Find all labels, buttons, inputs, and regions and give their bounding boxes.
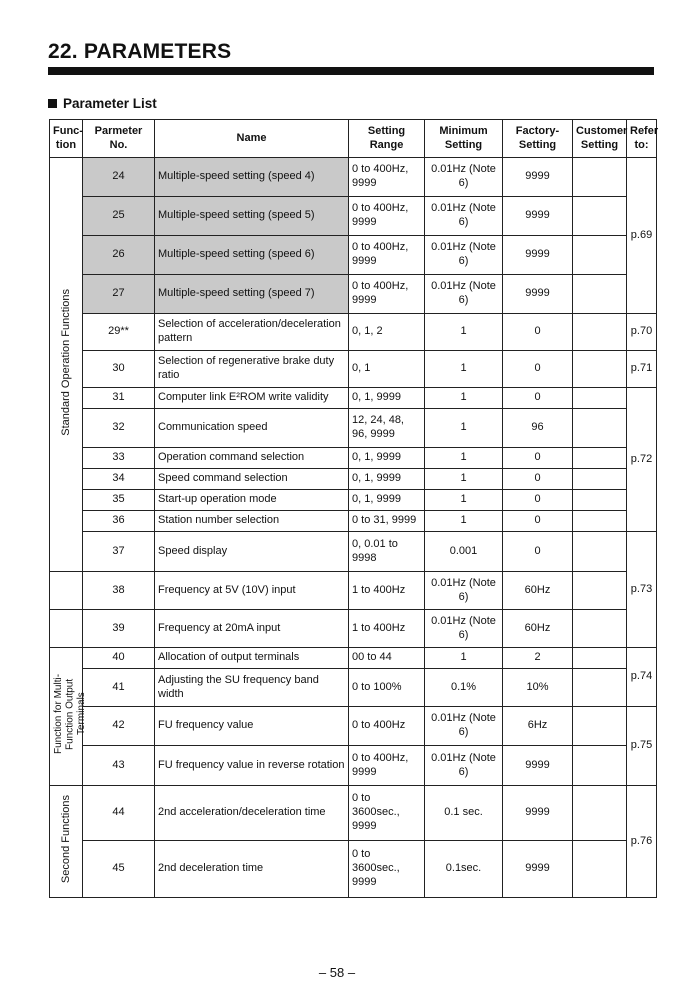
table-row [50, 669, 657, 707]
param-name: 2nd deceleration time [155, 841, 349, 898]
header-parameter-no: Parmeter No. [83, 120, 155, 158]
param-factory: 60Hz [503, 572, 573, 610]
param-min: 1 [425, 409, 503, 448]
param-min: 0.01Hz (Note 6) [425, 197, 503, 236]
param-range: 0 to 3600sec., 9999 [349, 786, 425, 841]
header-name: Name [155, 120, 349, 158]
group-label: Function for Multi-Function Output Terminals [53, 674, 87, 755]
param-factory: 0 [503, 511, 573, 532]
param-min: 0.01Hz (Note 6) [425, 236, 503, 275]
param-factory: 2 [503, 648, 573, 669]
param-no: 40 [83, 648, 155, 669]
param-no: 31 [83, 388, 155, 409]
param-min: 1 [425, 490, 503, 511]
param-range: 0 to 400Hz, 9999 [349, 275, 425, 314]
param-factory: 9999 [503, 786, 573, 841]
group-empty-cell [50, 610, 83, 648]
param-name: Start-up operation mode [155, 490, 349, 511]
param-min: 0.001 [425, 532, 503, 572]
param-min: 1 [425, 351, 503, 388]
param-customer [573, 469, 627, 490]
param-factory: 0 [503, 532, 573, 572]
param-factory: 9999 [503, 841, 573, 898]
param-customer [573, 572, 627, 610]
table-row [50, 648, 657, 669]
param-factory: 9999 [503, 158, 573, 197]
square-bullet-icon [48, 99, 57, 108]
group-second-functions [50, 786, 83, 898]
param-range: 0 to 400Hz, 9999 [349, 746, 425, 786]
param-min: 1 [425, 469, 503, 490]
param-customer [573, 490, 627, 511]
param-no: 39 [83, 610, 155, 648]
param-customer [573, 511, 627, 532]
param-name: Adjusting the SU frequency band width [155, 669, 349, 707]
param-range: 0, 1, 2 [349, 314, 425, 351]
param-factory: 9999 [503, 236, 573, 275]
table-row [50, 572, 657, 610]
table-row [50, 786, 657, 841]
group-multi-function-output [50, 648, 87, 786]
param-factory: 10% [503, 669, 573, 707]
param-customer [573, 448, 627, 469]
param-no: 35 [83, 490, 155, 511]
header-factory-setting: Factory-Setting [503, 120, 573, 158]
param-min: 0.01Hz (Note 6) [425, 707, 503, 746]
param-customer [573, 532, 627, 572]
param-no: 27 [83, 275, 155, 314]
param-range: 0, 1 [349, 351, 425, 388]
header-refer-to: Refer to: [627, 120, 657, 158]
param-no: 33 [83, 448, 155, 469]
header-customer-setting: Customer Setting [573, 120, 627, 158]
param-range: 00 to 44 [349, 648, 425, 669]
param-no: 41 [83, 669, 155, 707]
param-min: 0.1 sec. [425, 786, 503, 841]
param-no: 26 [83, 236, 155, 275]
param-name: Multiple-speed setting (speed 6) [155, 236, 349, 275]
param-range: 0, 1, 9999 [349, 388, 425, 409]
param-min: 1 [425, 511, 503, 532]
refer-cell: p.70 [627, 314, 657, 351]
param-min: 0.01Hz (Note 6) [425, 746, 503, 786]
header-function: Func-tion [50, 120, 83, 158]
param-name: Computer link E²ROM write validity [155, 388, 349, 409]
param-factory: 0 [503, 351, 573, 388]
param-no: 24 [83, 158, 155, 197]
param-factory: 9999 [503, 275, 573, 314]
refer-cell: p.73 [627, 532, 657, 648]
param-range: 0 to 3600sec., 9999 [349, 841, 425, 898]
param-name: Selection of acceleration/deceleration pattern [155, 314, 349, 351]
table-row [50, 275, 657, 314]
param-name: FU frequency value [155, 707, 349, 746]
group-label: Standard Operation Functions [59, 288, 72, 436]
table-row [50, 490, 657, 511]
table-row [50, 388, 657, 409]
header-minimum-setting: Minimum Setting [425, 120, 503, 158]
param-factory: 9999 [503, 746, 573, 786]
param-customer [573, 841, 627, 898]
param-no: 42 [83, 707, 155, 746]
table-row [50, 314, 657, 351]
param-customer [573, 707, 627, 746]
refer-cell: p.74 [627, 648, 657, 707]
table-row [50, 841, 657, 898]
param-range: 0 to 100% [349, 669, 425, 707]
refer-cell: p.71 [627, 351, 657, 388]
param-name: Selection of regenerative brake duty ratio [155, 351, 349, 388]
param-customer [573, 197, 627, 236]
param-factory: 0 [503, 448, 573, 469]
group-label: Second Functions [59, 795, 72, 884]
param-min: 0.1% [425, 669, 503, 707]
page-number: – 58 – [318, 965, 356, 980]
refer-cell: p.72 [627, 388, 657, 532]
param-customer [573, 669, 627, 707]
table-row [50, 707, 657, 746]
refer-cell: p.76 [627, 786, 657, 898]
param-customer [573, 610, 627, 648]
table-row [50, 746, 657, 786]
table-row [50, 197, 657, 236]
table-row [50, 351, 657, 388]
param-customer [573, 786, 627, 841]
param-min: 1 [425, 314, 503, 351]
param-range: 0, 0.01 to 9998 [349, 532, 425, 572]
param-factory: 0 [503, 388, 573, 409]
param-customer [573, 409, 627, 448]
param-range: 0, 1, 9999 [349, 490, 425, 511]
param-no: 38 [83, 572, 155, 610]
table-row [50, 532, 657, 572]
param-name: Frequency at 20mA input [155, 610, 349, 648]
param-name: Multiple-speed setting (speed 5) [155, 197, 349, 236]
table-row [50, 448, 657, 469]
param-name: Allocation of output terminals [155, 648, 349, 669]
param-no: 43 [83, 746, 155, 786]
param-min: 1 [425, 388, 503, 409]
param-no: 32 [83, 409, 155, 448]
param-customer [573, 275, 627, 314]
param-factory: 96 [503, 409, 573, 448]
param-min: 0.1sec. [425, 841, 503, 898]
param-min: 0.01Hz (Note 6) [425, 610, 503, 648]
param-factory: 0 [503, 469, 573, 490]
page-title: 22. PARAMETERS [48, 40, 232, 63]
param-factory: 60Hz [503, 610, 573, 648]
param-range: 0 to 400Hz, 9999 [349, 236, 425, 275]
table-row [50, 469, 657, 490]
param-customer [573, 648, 627, 669]
param-min: 0.01Hz (Note 6) [425, 572, 503, 610]
param-range: 0 to 400Hz, 9999 [349, 197, 425, 236]
param-min: 1 [425, 648, 503, 669]
refer-cell: p.69 [627, 158, 657, 314]
param-customer [573, 314, 627, 351]
param-range: 1 to 400Hz [349, 572, 425, 610]
table-row [50, 409, 657, 448]
param-range: 0, 1, 9999 [349, 469, 425, 490]
group-empty-cell [50, 572, 83, 610]
param-name: Station number selection [155, 511, 349, 532]
table-row [50, 158, 657, 197]
table-row [50, 511, 657, 532]
param-customer [573, 351, 627, 388]
param-customer [573, 236, 627, 275]
section-heading-text: Parameter List [63, 96, 157, 111]
param-name: Speed display [155, 532, 349, 572]
param-range: 0 to 400Hz [349, 707, 425, 746]
param-name: FU frequency value in reverse rotation [155, 746, 349, 786]
param-factory: 9999 [503, 197, 573, 236]
param-range: 12, 24, 48, 96, 9999 [349, 409, 425, 448]
param-range: 0, 1, 9999 [349, 448, 425, 469]
param-min: 1 [425, 448, 503, 469]
param-customer [573, 746, 627, 786]
param-no: 44 [83, 786, 155, 841]
param-factory: 0 [503, 314, 573, 351]
param-no: 37 [83, 532, 155, 572]
refer-cell: p.75 [627, 707, 657, 786]
param-name: Communication speed [155, 409, 349, 448]
param-no: 30 [83, 351, 155, 388]
param-min: 0.01Hz (Note 6) [425, 275, 503, 314]
param-customer [573, 158, 627, 197]
section-heading [48, 96, 157, 111]
param-no: 36 [83, 511, 155, 532]
param-name: Frequency at 5V (10V) input [155, 572, 349, 610]
group-standard-operation [50, 158, 83, 572]
param-name: Multiple-speed setting (speed 7) [155, 275, 349, 314]
param-no: 29** [83, 314, 155, 351]
header-setting-range: Setting Range [349, 120, 425, 158]
param-name: Operation command selection [155, 448, 349, 469]
param-range: 0 to 400Hz, 9999 [349, 158, 425, 197]
param-name: Multiple-speed setting (speed 4) [155, 158, 349, 197]
param-no: 45 [83, 841, 155, 898]
table-row [50, 236, 657, 275]
table-header-row [50, 120, 657, 158]
param-range: 1 to 400Hz [349, 610, 425, 648]
param-name: Speed command selection [155, 469, 349, 490]
param-name: 2nd acceleration/deceleration time [155, 786, 349, 841]
table-row [50, 610, 657, 648]
param-range: 0 to 31, 9999 [349, 511, 425, 532]
parameter-table [49, 119, 657, 898]
param-no: 25 [83, 197, 155, 236]
param-min: 0.01Hz (Note 6) [425, 158, 503, 197]
param-no: 34 [83, 469, 155, 490]
param-factory: 6Hz [503, 707, 573, 746]
param-customer [573, 388, 627, 409]
param-factory: 0 [503, 490, 573, 511]
title-underline-bar [48, 67, 654, 75]
